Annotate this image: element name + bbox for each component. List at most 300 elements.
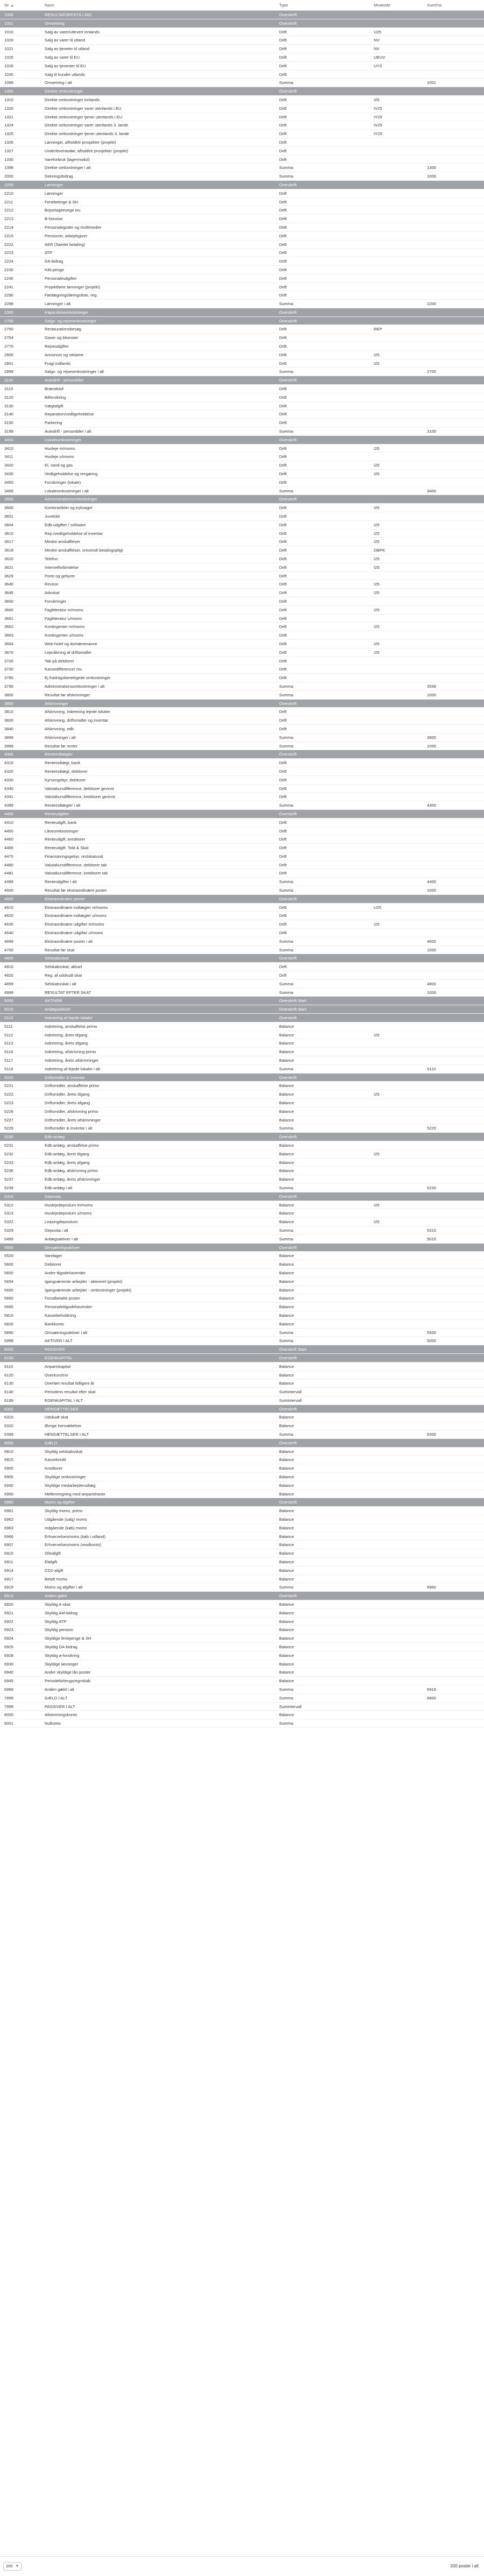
cell-type: Summa — [279, 803, 294, 808]
table-row[interactable] — [0, 156, 484, 164]
table-row[interactable] — [0, 1124, 484, 1133]
table-row[interactable] — [0, 393, 484, 402]
table-row[interactable] — [0, 1082, 484, 1090]
cell-navn: Omsetning — [45, 20, 65, 26]
table-row[interactable] — [0, 79, 484, 87]
table-row[interactable] — [0, 1533, 484, 1541]
cell-type: Drift — [279, 964, 287, 970]
table-row-heading[interactable] — [0, 1192, 484, 1201]
table-row-heading[interactable] — [0, 810, 484, 818]
cell-type: Drift — [279, 216, 287, 222]
table-row[interactable] — [0, 1413, 484, 1422]
table-row[interactable] — [0, 657, 484, 666]
table-row[interactable] — [0, 130, 484, 138]
table-row[interactable] — [0, 716, 484, 725]
cell-navn: Indretning, afskrivning primo — [45, 1049, 96, 1055]
table-row[interactable] — [0, 1209, 484, 1218]
table-row[interactable] — [0, 249, 484, 257]
table-row[interactable] — [0, 1311, 484, 1320]
table-row[interactable] — [0, 351, 484, 359]
cell-navn: Omsætningsaktiver i alt — [45, 1330, 88, 1335]
table-row[interactable] — [0, 113, 484, 122]
cell-navn: Afstemningskonto — [45, 1712, 77, 1718]
cell-navn: Parkering — [45, 420, 62, 426]
table-row[interactable] — [0, 402, 484, 411]
table-row[interactable] — [0, 971, 484, 980]
table-row[interactable] — [0, 530, 484, 538]
table-row[interactable] — [0, 615, 484, 623]
table-row[interactable] — [0, 785, 484, 793]
cell-nr: 2290 — [4, 293, 13, 298]
cell-mvakode: IV25 — [374, 105, 382, 111]
table-row[interactable] — [0, 1609, 484, 1618]
cell-navn: Driftsmidler, årets afgang — [45, 1100, 90, 1105]
table-row[interactable] — [0, 1226, 484, 1235]
table-row[interactable] — [0, 920, 484, 929]
table-row[interactable] — [0, 283, 484, 292]
table-row-heading[interactable] — [0, 700, 484, 708]
cell-navn: Resultat før renter — [45, 743, 78, 749]
table-row[interactable] — [0, 546, 484, 555]
table-row[interactable] — [0, 368, 484, 376]
table-row[interactable] — [0, 631, 484, 640]
table-row[interactable] — [0, 1541, 484, 1549]
cell-nr: 3810 — [4, 709, 13, 715]
table-row[interactable] — [0, 1524, 484, 1533]
table-row[interactable] — [0, 1396, 484, 1405]
table-row[interactable] — [0, 682, 484, 691]
cell-type: Drift — [279, 582, 287, 587]
table-row[interactable] — [0, 359, 484, 368]
table-row-heading[interactable] — [0, 1592, 484, 1600]
cell-type: Overskrift — [279, 1593, 297, 1599]
table-row[interactable] — [0, 325, 484, 334]
table-row[interactable] — [0, 597, 484, 606]
cell-mvakode: IV25 — [374, 123, 382, 128]
column-header-nr[interactable] — [4, 0, 43, 11]
table-row[interactable] — [0, 665, 484, 674]
table-row[interactable] — [0, 1175, 484, 1184]
table-row[interactable] — [0, 538, 484, 546]
table-row[interactable] — [0, 1422, 484, 1430]
table-row[interactable] — [0, 1566, 484, 1575]
cell-mvakode: OBPK — [374, 548, 386, 553]
table-row[interactable] — [0, 1320, 484, 1329]
cell-navn: Telefon — [45, 556, 58, 561]
cell-navn: Salgs- og rejseomkostninger — [45, 318, 97, 323]
cell-navn: HENSÆTTELSER — [45, 1406, 79, 1411]
table-row[interactable] — [0, 852, 484, 861]
table-row-heading[interactable] — [0, 1405, 484, 1414]
table-row[interactable] — [0, 725, 484, 733]
table-row[interactable] — [0, 1558, 484, 1566]
cell-navn: Renteudgifter i alt — [45, 879, 77, 885]
table-row[interactable] — [0, 487, 484, 496]
table-row[interactable] — [0, 580, 484, 589]
table-row[interactable] — [0, 1549, 484, 1558]
table-row[interactable] — [0, 555, 484, 563]
cell-nr: 6300 — [4, 1406, 13, 1411]
table-row[interactable] — [0, 1116, 484, 1125]
cell-nr: 3610 — [4, 531, 13, 536]
table-row[interactable] — [0, 691, 484, 700]
cell-navn: Afskrivning, edb — [45, 726, 74, 731]
table-row[interactable] — [0, 241, 484, 249]
table-row-heading[interactable] — [0, 1498, 484, 1507]
cell-nr: 3450 — [4, 479, 13, 485]
cell-type: Balance — [279, 1466, 294, 1471]
table-row[interactable] — [0, 1677, 484, 1685]
table-row[interactable] — [0, 1430, 484, 1439]
table-row[interactable] — [0, 1218, 484, 1226]
table-row[interactable] — [0, 1481, 484, 1490]
page-size-select[interactable] — [3, 2562, 22, 2571]
table-row-heading[interactable] — [0, 495, 484, 504]
table-row[interactable] — [0, 869, 484, 878]
cell-type: Drift — [279, 190, 287, 196]
table-row[interactable] — [0, 1660, 484, 1669]
cell-navn: AKTIVER I ALT — [45, 1338, 73, 1344]
table-row[interactable] — [0, 572, 484, 581]
table-row[interactable] — [0, 36, 484, 45]
table-row[interactable] — [0, 1286, 484, 1295]
table-row[interactable] — [0, 1583, 484, 1592]
table-row[interactable] — [0, 410, 484, 419]
table-row[interactable] — [0, 929, 484, 937]
cell-nr: 5233 — [4, 1160, 13, 1165]
table-row[interactable] — [0, 1456, 484, 1464]
cell-nr: 6960 — [4, 1500, 13, 1505]
table-row[interactable] — [0, 835, 484, 844]
table-row[interactable] — [0, 623, 484, 631]
cell-nr: 5227 — [4, 1117, 13, 1123]
table-row[interactable] — [0, 189, 484, 198]
cell-navn: Edb-anlæg, årets afgang — [45, 1160, 90, 1165]
cell-type: Drift — [279, 590, 287, 596]
cell-type: Summa — [279, 735, 294, 740]
table-row[interactable] — [0, 1167, 484, 1175]
table-row[interactable] — [0, 759, 484, 767]
cell-nr: 6962 — [4, 1517, 13, 1522]
table-row[interactable] — [0, 1507, 484, 1515]
table-row[interactable] — [0, 1031, 484, 1040]
cell-navn: Vægtafgift — [45, 403, 63, 408]
table-row[interactable] — [0, 1448, 484, 1456]
cell-type: Drift — [279, 837, 287, 842]
cell-navn: Resultat før skat — [45, 947, 75, 952]
cell-type: Summa — [279, 692, 294, 697]
table-row[interactable] — [0, 776, 484, 785]
cell-type: Summa — [279, 1185, 294, 1190]
cell-navn: Driftsmidler, årets afskrivninger — [45, 1117, 101, 1123]
cell-type: Drift — [279, 539, 287, 545]
cell-nr: 6907 — [4, 1542, 13, 1548]
cell-navn: Renteudgift, bank — [45, 820, 77, 825]
table-row-heading[interactable] — [0, 1005, 484, 1014]
cell-type: Drift — [279, 293, 287, 298]
cell-nr: 4640 — [4, 930, 13, 936]
table-row-heading[interactable] — [0, 1074, 484, 1082]
cell-nr: 2213 — [4, 216, 13, 222]
cell-nr: 5329 — [4, 1227, 13, 1233]
table-row[interactable] — [0, 980, 484, 989]
table-row-heading[interactable] — [0, 376, 484, 385]
table-row-heading[interactable] — [0, 11, 484, 19]
table-row[interactable] — [0, 878, 484, 886]
table-row[interactable] — [0, 733, 484, 742]
cell-nr: 2241 — [4, 284, 13, 290]
cell-navn: DA-bidrag — [45, 259, 63, 264]
table-row[interactable] — [0, 1150, 484, 1159]
cell-navn: Valutakursdifference, kreditorer tab — [45, 871, 108, 876]
table-row[interactable] — [0, 198, 484, 207]
table-row-heading[interactable] — [0, 1244, 484, 1252]
cell-navn: Driftsmidler, anskaffelse primo — [45, 1083, 99, 1089]
table-row[interactable] — [0, 1719, 484, 1728]
table-row[interactable] — [0, 1048, 484, 1056]
table-row[interactable] — [0, 1694, 484, 1703]
cell-nr: 3120 — [4, 394, 13, 400]
table-row[interactable] — [0, 1685, 484, 1694]
cell-navn: Driftsmidler & inventar i alt — [45, 1126, 92, 1131]
table-row[interactable] — [0, 844, 484, 852]
table-row[interactable] — [0, 589, 484, 597]
cell-type: Balance — [279, 1712, 294, 1718]
table-row[interactable] — [0, 45, 484, 53]
column-header-type[interactable]: Type — [279, 3, 288, 8]
table-row[interactable] — [0, 1159, 484, 1167]
table-row[interactable] — [0, 801, 484, 810]
table-row[interactable] — [0, 121, 484, 130]
table-row[interactable] — [0, 342, 484, 351]
table-row[interactable] — [0, 912, 484, 920]
table-row-heading[interactable] — [0, 1345, 484, 1354]
table-row-heading[interactable] — [0, 1133, 484, 1141]
table-row[interactable] — [0, 1184, 484, 1192]
table-row[interactable] — [0, 606, 484, 615]
cell-type: Overskrift — [279, 1355, 297, 1360]
table-row[interactable] — [0, 1473, 484, 1481]
table-row[interactable] — [0, 1278, 484, 1286]
cell-type: Drift — [279, 828, 287, 834]
table-row[interactable] — [0, 1575, 484, 1584]
table-row-heading[interactable] — [0, 954, 484, 963]
table-row[interactable] — [0, 1090, 484, 1099]
cell-type: Drift — [279, 820, 287, 825]
table-row[interactable] — [0, 1056, 484, 1065]
table-row[interactable] — [0, 453, 484, 461]
cell-nr: 5820 — [4, 1321, 13, 1326]
table-row[interactable] — [0, 334, 484, 342]
table-row[interactable] — [0, 419, 484, 427]
table-row[interactable] — [0, 989, 484, 997]
cell-mvakode: REP — [374, 327, 382, 332]
table-row[interactable] — [0, 904, 484, 912]
cell-navn: Nulkonto — [45, 1721, 61, 1726]
cell-type: Overskrift — [279, 437, 297, 442]
table-row[interactable] — [0, 861, 484, 870]
table-row[interactable] — [0, 563, 484, 572]
table-row[interactable] — [0, 53, 484, 62]
cell-navn: AKTIVER — [45, 998, 62, 1004]
cell-type: Drift — [279, 361, 287, 366]
table-row-heading[interactable] — [0, 750, 484, 759]
table-row[interactable] — [0, 1643, 484, 1652]
table-row-heading[interactable] — [0, 436, 484, 444]
table-row[interactable] — [0, 1711, 484, 1719]
cell-navn: Betalt moms — [45, 1576, 68, 1582]
cell-navn: Andre tilgodehavender — [45, 1270, 86, 1275]
table-row[interactable] — [0, 461, 484, 470]
table-row[interactable] — [0, 215, 484, 223]
table-row[interactable] — [0, 1099, 484, 1107]
table-row[interactable] — [0, 512, 484, 521]
table-row[interactable] — [0, 1703, 484, 1711]
cell-navn: Huslejedeposlum m/moms — [45, 1202, 93, 1208]
table-row[interactable] — [0, 946, 484, 955]
cell-navn: Valutakursdifference, kreditorer gevinst — [45, 794, 115, 800]
table-row[interactable] — [0, 1652, 484, 1660]
table-row[interactable] — [0, 1329, 484, 1337]
cell-type: Balance — [279, 1321, 294, 1326]
table-row[interactable] — [0, 1490, 484, 1499]
table-row[interactable] — [0, 1269, 484, 1278]
table-row[interactable] — [0, 478, 484, 487]
cell-navn: Kassedifferencer mv. — [45, 667, 83, 672]
table-row[interactable] — [0, 793, 484, 801]
table-row[interactable] — [0, 963, 484, 971]
table-row[interactable] — [0, 138, 484, 147]
table-row[interactable] — [0, 827, 484, 836]
table-row[interactable] — [0, 147, 484, 156]
table-row-heading[interactable] — [0, 895, 484, 904]
table-row[interactable] — [0, 28, 484, 37]
table-row[interactable] — [0, 742, 484, 751]
cell-nr: 6911 — [4, 1559, 13, 1565]
table-row[interactable] — [0, 886, 484, 895]
table-row[interactable] — [0, 1022, 484, 1031]
table-row[interactable] — [0, 104, 484, 113]
cell-sumfra: 2200 — [427, 301, 436, 307]
table-row[interactable] — [0, 70, 484, 79]
cell-type: Overskrift — [279, 1406, 297, 1411]
table-row[interactable] — [0, 1294, 484, 1303]
cell-navn: Vedligeholdelse og rengøring — [45, 471, 98, 477]
table-row[interactable] — [0, 1600, 484, 1609]
table-row[interactable] — [0, 470, 484, 478]
table-row[interactable] — [0, 1464, 484, 1473]
table-row[interactable] — [0, 674, 484, 682]
table-row[interactable] — [0, 1252, 484, 1260]
table-row-heading[interactable] — [0, 308, 484, 317]
table-row[interactable] — [0, 1260, 484, 1269]
column-header-navn[interactable]: Navn — [45, 3, 54, 8]
cell-navn: Skyldig ATP — [45, 1619, 67, 1624]
table-row[interactable] — [0, 1363, 484, 1371]
table-row[interactable] — [0, 1634, 484, 1643]
table-row[interactable] — [0, 444, 484, 453]
table-row-heading[interactable] — [0, 997, 484, 1005]
column-header-sumfra[interactable]: SumFra — [427, 3, 442, 8]
table-row[interactable] — [0, 767, 484, 776]
cell-type: Drift — [279, 131, 287, 137]
cell-navn: PASSIVER — [45, 1347, 65, 1352]
table-row[interactable] — [0, 1039, 484, 1048]
table-row[interactable] — [0, 648, 484, 657]
table-row[interactable] — [0, 1235, 484, 1244]
table-row[interactable] — [0, 1201, 484, 1210]
table-row[interactable] — [0, 504, 484, 512]
table-row[interactable] — [0, 300, 484, 308]
table-row[interactable] — [0, 521, 484, 530]
table-row[interactable] — [0, 1668, 484, 1677]
chevron-down-icon: ▼ — [16, 2565, 19, 2568]
table-row[interactable] — [0, 62, 484, 70]
table-row[interactable] — [0, 1379, 484, 1388]
table-row[interactable] — [0, 937, 484, 946]
table-row-heading[interactable] — [0, 317, 484, 326]
table-row[interactable] — [0, 427, 484, 436]
cell-type: Summa — [279, 301, 294, 307]
table-row[interactable] — [0, 1371, 484, 1380]
table-row-heading[interactable] — [0, 1354, 484, 1363]
table-row[interactable] — [0, 164, 484, 172]
table-row[interactable] — [0, 1388, 484, 1396]
cell-nr: 2224 — [4, 259, 13, 264]
table-row-heading[interactable] — [0, 87, 484, 96]
table-row[interactable] — [0, 232, 484, 241]
table-row[interactable] — [0, 266, 484, 274]
cell-type: Overskrift — [279, 89, 297, 94]
table-row-heading[interactable] — [0, 181, 484, 189]
table-row[interactable] — [0, 291, 484, 300]
table-row[interactable] — [0, 1303, 484, 1311]
table-row[interactable] — [0, 1141, 484, 1150]
cell-type: Drift — [279, 284, 287, 290]
table-row[interactable] — [0, 274, 484, 283]
table-row-heading[interactable] — [0, 1014, 484, 1022]
cell-nr: 4820 — [4, 973, 13, 978]
cell-sumfra: 5500 — [427, 1330, 436, 1335]
table-row[interactable] — [0, 1515, 484, 1524]
table-row[interactable] — [0, 1107, 484, 1116]
table-row[interactable] — [0, 96, 484, 104]
table-row[interactable] — [0, 385, 484, 393]
table-row[interactable] — [0, 1337, 484, 1345]
cell-type: Balance — [279, 1610, 294, 1615]
column-header-mvakode[interactable]: Mvakode — [374, 3, 390, 8]
cell-navn: Edb-anlæg, årets afskrivninger — [45, 1177, 101, 1182]
table-row[interactable] — [0, 1618, 484, 1626]
cell-navn: Debitorer — [45, 1262, 62, 1267]
table-row[interactable] — [0, 1626, 484, 1634]
cell-nr: 6310 — [4, 1415, 13, 1420]
table-row[interactable] — [0, 708, 484, 716]
cell-navn: Gaver og blomster — [45, 335, 79, 341]
table-row-heading[interactable] — [0, 19, 484, 28]
table-row[interactable] — [0, 640, 484, 648]
table-row[interactable] — [0, 1065, 484, 1074]
table-row[interactable] — [0, 172, 484, 181]
cell-type: Drift — [279, 930, 287, 936]
table-row[interactable] — [0, 223, 484, 232]
table-row[interactable] — [0, 206, 484, 215]
table-row[interactable] — [0, 257, 484, 266]
table-row-heading[interactable] — [0, 1439, 484, 1448]
cell-sumfra: 1000 — [427, 692, 436, 697]
cell-navn: Underleverandør, afholdt/e prosjekter (projekt) — [45, 148, 129, 153]
table-row[interactable] — [0, 818, 484, 827]
